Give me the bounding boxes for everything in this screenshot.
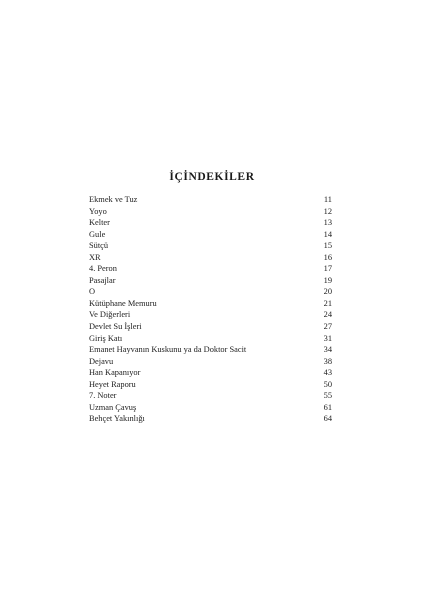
toc-entry-page-number: 43 [323,368,332,378]
toc-entry [89,344,332,356]
toc-entry-title: Kütüphane Memuru [89,298,157,308]
toc-entry-page-number: 31 [323,333,332,343]
toc-entry-title: Dejavu [89,356,114,366]
toc-entry [89,367,332,379]
toc-entry-page-number: 12 [323,206,332,216]
toc-entry [89,390,332,402]
toc-entry [89,321,332,333]
toc-entry-title: Pasajlar [89,275,116,285]
toc-entry-title: O [89,287,96,297]
toc-entry-page-number: 64 [323,414,332,424]
toc-entry-page-number: 61 [323,402,332,412]
toc-entry [89,356,332,368]
toc-entry-page-number: 15 [323,241,332,251]
toc-entry [89,206,332,218]
toc-entry [89,333,332,345]
toc-entry-title: Ekmek ve Tuz [89,195,138,204]
toc-entry [89,413,332,425]
toc-entry-page-number: 50 [323,379,332,389]
toc-entry-page-number: 16 [323,252,332,262]
toc-entry-page-number: 21 [323,298,332,308]
toc-entry-page-number: 11 [323,195,332,204]
toc-entry [89,379,332,391]
toc-entry [89,229,332,241]
toc-entry [89,252,332,264]
toc-entry [89,217,332,229]
toc-entry-page-number: 17 [323,264,332,274]
toc-entry [89,240,332,252]
toc-entry-title: Behçet Yakınlığı [89,414,145,424]
toc-entry-page-number: 20 [323,287,332,297]
toc-entry [89,402,332,414]
toc-entry [89,286,332,298]
toc-entry [89,298,332,310]
toc-entry-title: Sütçü [89,241,109,251]
toc-entry-title: Heyet Raporu [89,379,136,389]
toc-entry-page-number: 24 [323,310,332,320]
toc-heading: İÇİNDEKİLER [169,171,255,183]
toc-list [89,194,332,425]
toc-entry-title: Yoyo [89,206,107,216]
toc-entry [89,263,332,275]
toc-entry-title: 4. Peron [89,264,117,274]
toc-entry [89,194,332,206]
toc-entry-page-number: 55 [323,391,332,401]
toc-entry-title: XR [89,252,101,262]
toc-entry-title: 7. Noter [89,391,117,401]
toc-entry-title: Emanet Hayvanın Kuskunu ya da Doktor Sacit [89,345,247,355]
toc-entry-page-number: 19 [323,275,332,285]
toc-entry-title: Devlet Su İşleri [89,322,142,332]
toc-entry-title: Han Kapanıyor [89,368,141,378]
toc-entry-title: Gule [89,229,106,239]
toc-entry-page-number: 27 [323,322,332,332]
toc-entry-title: Kelter [89,218,110,228]
toc-entry-page-number: 38 [323,356,332,366]
toc-entry-title: Giriş Katı [89,333,123,343]
toc-entry-page-number: 14 [323,229,332,239]
toc-entry [89,309,332,321]
toc-entry-page-number: 13 [323,218,332,228]
toc-entry-page-number: 34 [323,345,332,355]
toc-entry-title: Ve Diğerleri [89,310,131,320]
toc-entry [89,275,332,287]
toc-entry-title: Uzman Çavuş [89,402,137,412]
